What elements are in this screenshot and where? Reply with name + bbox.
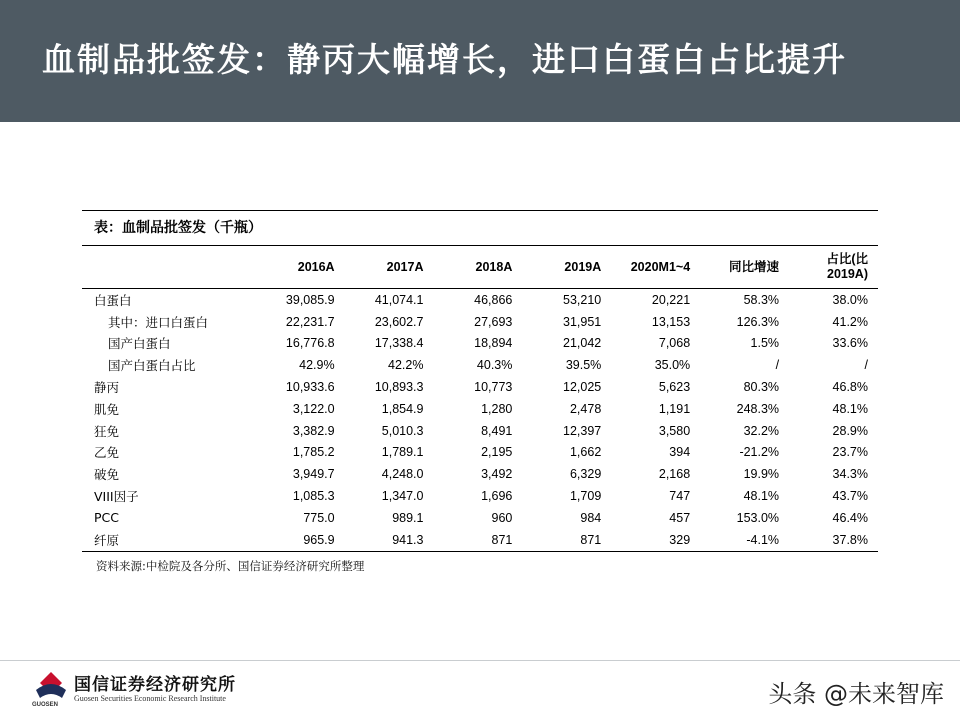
table-cell: 1,854.9 — [381, 401, 424, 416]
table-cell: 5,623 — [658, 380, 691, 395]
table-panel — [82, 210, 878, 574]
row-label: 纤原 — [82, 529, 256, 551]
table-row — [82, 442, 878, 464]
table-row — [82, 420, 878, 442]
table-cell: 3,492 — [481, 467, 513, 482]
table-cell: 1,785.2 — [292, 445, 335, 460]
watermark-text: 头条 @未来智库 — [768, 680, 944, 708]
table-cell: 35.0% — [654, 358, 691, 373]
table-header-row — [82, 246, 878, 289]
header-cell: 2018A — [475, 259, 513, 274]
row-label: 静丙 — [94, 380, 120, 396]
table-cell: 17,338.4 — [374, 336, 424, 351]
table-cell: 1,085.3 — [292, 489, 335, 504]
table-cell: 43.7% — [832, 489, 868, 504]
row-label: VIII因子 — [94, 489, 139, 505]
table-cell: 1,662 — [569, 445, 602, 460]
header-cell: 2019A — [564, 259, 602, 274]
table-cell: 10,893.3 — [374, 380, 424, 395]
table-cell: 46.4% — [832, 510, 868, 525]
company-logo — [32, 666, 252, 710]
table-cell: / — [775, 358, 780, 373]
row-label: 国产白蛋白占比 — [108, 358, 196, 374]
table-row — [82, 311, 878, 333]
table-cell: 2,168 — [658, 467, 691, 482]
logo-brand: GUOSEN — [32, 702, 59, 708]
header-cell: 占比(比 2019A) — [826, 252, 868, 281]
table-row — [82, 398, 878, 420]
row-label: 国产白蛋白 — [108, 336, 171, 352]
title-banner — [0, 0, 960, 122]
table-cell: 8,491 — [481, 423, 513, 438]
table-cell: 39,085.9 — [285, 292, 335, 307]
source-note: 资料来源:中检院及各分所、国信证券经济研究所整理 — [96, 558, 365, 573]
header-cell: 同比增速 — [729, 259, 780, 274]
header-cell: 2017A — [386, 259, 424, 274]
table-cell: 32.2% — [743, 423, 780, 438]
table-cell: 747 — [669, 489, 691, 504]
row-label: 破免 — [94, 467, 120, 483]
table-cell: 1,789.1 — [381, 445, 424, 460]
row-label: 肌免 — [94, 401, 120, 417]
table-cell: 27,693 — [474, 314, 513, 329]
table-cell: 960 — [491, 510, 513, 525]
table-cell: 19.9% — [743, 467, 780, 482]
table-cell: 248.3% — [736, 401, 780, 416]
table-cell: 2,195 — [481, 445, 513, 460]
footer-rule — [0, 660, 960, 661]
table-row — [82, 463, 878, 485]
table-cell: 10,773 — [474, 380, 513, 395]
table-row — [82, 485, 878, 507]
table-row — [82, 529, 878, 551]
table-cell: 38.0% — [832, 292, 868, 307]
table-cell: 22,231.7 — [285, 314, 335, 329]
table-cell: 7,068 — [658, 336, 691, 351]
table-cell: 58.3% — [743, 292, 780, 307]
table-cell: 20,221 — [651, 292, 691, 307]
row-label: 狂免 — [94, 423, 120, 439]
header-cell-label — [82, 246, 256, 289]
guosen-logo-icon — [32, 668, 70, 706]
table-cell: 23.7% — [832, 445, 868, 460]
table-cell: 41,074.1 — [374, 292, 424, 307]
table-cell: 3,122.0 — [292, 401, 335, 416]
data-table — [82, 246, 878, 552]
table-cell: 31,951 — [563, 314, 602, 329]
row-label: 白蛋白 — [94, 292, 132, 308]
row-label: PCC — [94, 510, 119, 526]
table-cell: 3,580 — [658, 423, 691, 438]
table-cell: 775.0 — [303, 510, 335, 525]
table-cell: 12,025 — [563, 380, 602, 395]
table-row — [82, 333, 878, 355]
table-cell: 42.2% — [388, 358, 424, 373]
table-cell: 394 — [669, 445, 691, 460]
table-cell: 1,709 — [569, 489, 602, 504]
table-cell: 126.3% — [736, 314, 780, 329]
table-cell: 39.5% — [565, 358, 602, 373]
table-row — [82, 289, 878, 311]
logo-english-name: Guosen Securities Economic Research Institute — [74, 694, 226, 703]
table-cell: -4.1% — [700, 529, 789, 551]
table-cell: 1,696 — [481, 489, 513, 504]
row-label: 其中：进口白蛋白 — [108, 314, 209, 330]
table-cell: 153.0% — [736, 510, 780, 525]
table-cell: 33.6% — [832, 336, 868, 351]
table-cell: 329 — [611, 529, 700, 551]
table-cell: 871 — [433, 529, 522, 551]
table-cell: 457 — [669, 510, 691, 525]
table-cell: 1,191 — [658, 401, 691, 416]
table-row — [82, 507, 878, 529]
table-cell: 46.8% — [832, 380, 868, 395]
table-cell: 48.1% — [832, 401, 868, 416]
table-cell: 16,776.8 — [285, 336, 335, 351]
table-cell: 23,602.7 — [374, 314, 424, 329]
table-cell: 871 — [522, 529, 611, 551]
table-cell: 3,949.7 — [292, 467, 335, 482]
header-cell: 2020M1~4 — [630, 259, 691, 274]
table-cell: 984 — [580, 510, 602, 525]
page-title: 血制品批签发：静丙大幅增长，进口白蛋白占比提升 — [42, 40, 847, 79]
table-cell: 12,397 — [563, 423, 602, 438]
table-cell: 13,153 — [651, 314, 691, 329]
logo-chinese-name: 国信证券经济研究所 — [74, 675, 236, 695]
table-row — [82, 376, 878, 398]
table-cell: 48.1% — [743, 489, 780, 504]
table-cell: 40.3% — [476, 358, 513, 373]
table-cell: 6,329 — [569, 467, 602, 482]
table-cell: 1,280 — [481, 401, 513, 416]
table-cell: 4,248.0 — [381, 467, 424, 482]
table-cell: 46,866 — [474, 292, 513, 307]
table-cell: 42.9% — [299, 358, 335, 373]
table-row — [82, 354, 878, 376]
header-cell: 2016A — [297, 259, 335, 274]
table-cell: 10,933.6 — [285, 380, 335, 395]
table-cell: 965.9 — [256, 529, 345, 551]
table-body — [82, 289, 878, 552]
table-cell: 989.1 — [392, 510, 424, 525]
table-cell: 80.3% — [743, 380, 780, 395]
table-cell: 941.3 — [345, 529, 434, 551]
table-cell: 41.2% — [832, 314, 868, 329]
row-label: 乙免 — [94, 445, 120, 461]
table-cell: 1.5% — [750, 336, 780, 351]
table-cell: 5,010.3 — [381, 423, 424, 438]
table-cell: 18,894 — [474, 336, 513, 351]
table-cell: 34.3% — [832, 467, 868, 482]
table-caption: 表：血制品批签发（千瓶） — [94, 220, 262, 236]
table-cell: 1,347.0 — [381, 489, 424, 504]
table-cell: 53,210 — [563, 292, 602, 307]
table-cell: -21.2% — [739, 445, 780, 460]
table-cell: / — [864, 358, 868, 373]
table-cell: 37.8% — [789, 529, 878, 551]
table-cell: 21,042 — [563, 336, 602, 351]
table-cell: 2,478 — [569, 401, 602, 416]
table-cell: 28.9% — [832, 423, 868, 438]
table-cell: 3,382.9 — [292, 423, 335, 438]
